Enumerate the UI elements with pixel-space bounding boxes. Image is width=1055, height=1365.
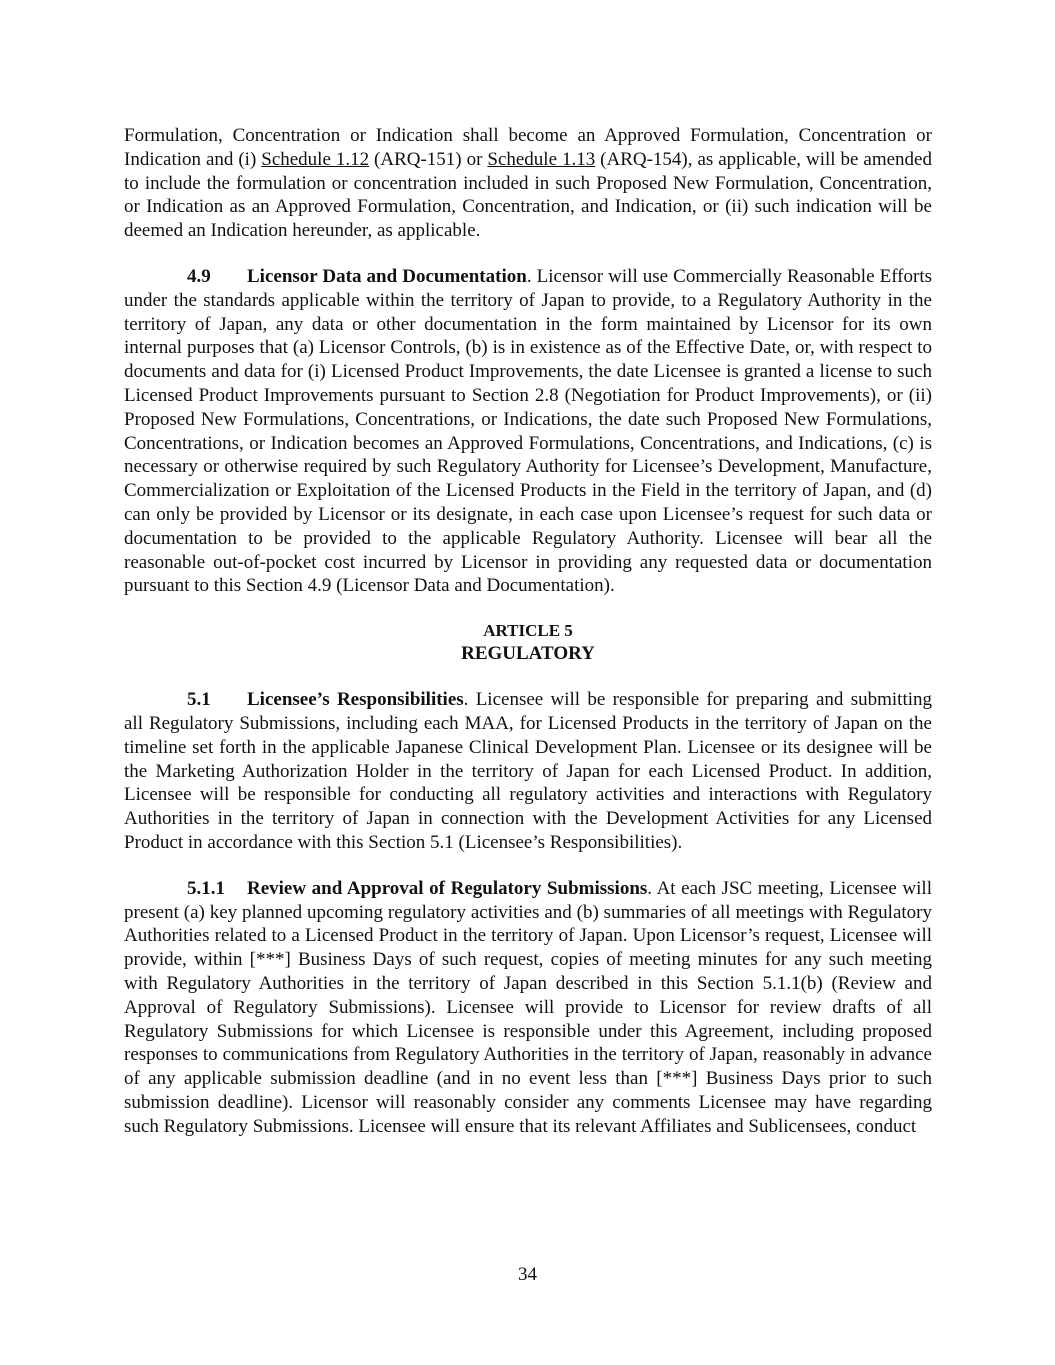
section-4-9-body: . Licensor will use Commercially Reasonable Efforts under the standards applicable within the territory of Japan to provide, to a Regulatory Authority in the territory of Japan, any data or other documentation in the form maintained by Licensor for its own internal purposes that (a) Licensor Controls, (b) is in existence as of the Effective Date, or, with respect to documents and data for (i) Licensed Product Improvements, the date Licensee is granted a license to such Licensed Product Improvements pursuant to Section 2.8 (Negotiation for Product Improvements), or (ii) Proposed New Formulations, Concentrations, or Indications, the date such Proposed New Formulations, Concentrations, or Indication becomes an Approved Formulations, Concentrations, and Indications, (c) is necessary or otherwise required by such Regulatory Authority for Licensee’s Development, Manufacture, Commercialization or Exploitation of the Licensed Products in the Field in the territory of Japan, and (d) can only be provided by Licensor or its designate, in each case upon Licensee’s request for such data or documentation to be provided to the applicable Regulatory Authority. Licensee will bear all the reasonable out-of-pocket cost incurred by Licensor in providing any requested data or documentation pursuant to this Section 4.9 (Licensor Data and Documentation). bbox=[124, 265, 933, 597]
intro-paragraph bbox=[124, 124, 932, 243]
schedule-1-13-reference: Schedule 1.13 bbox=[487, 148, 596, 170]
section-4-9-title: Licensor Data and Documentation bbox=[247, 265, 527, 287]
section-5-1-1-body: . At each JSC meeting, Licensee will present (a) key planned upcoming regulatory activities and (b) summaries of all meetings with Regulatory Authorities related to a Licensed Product in the territory of Japan. Upon Licensor’s request, Licensee will provide, within [***] Business Days of such request, copies of meeting minutes for any such meeting with Regulatory Authorities in the territory of Japan described in this Section 5.1.1(b) (Review and Approval of Regulatory Submissions). Licensee will provide to Licensor for review drafts of all Regulatory Submissions for which Licensee is responsible under this Agreement, including proposed responses to communications from Regulatory Authorities in the territory of Japan, reasonably in advance of any applicable submission deadline (and in no event less than [***] Business Days prior to such submission deadline). Licensor will reasonably consider any comments Licensee may have regarding such Regulatory Submissions. Licensee will ensure that its relevant Affiliates and Sublicensees, conduct bbox=[124, 877, 932, 1137]
schedule-1-12-reference: Schedule 1.12 bbox=[261, 148, 370, 170]
intro-text-c: (ARQ-154), as applicable, will be amended to include the formulation or concentration included in such Proposed New Formulation, Concentration, or Indication as an Approved Formulation, Concentration, and Indication, or (ii) such indication will be deemed an Indication hereunder, as applicable. bbox=[124, 148, 932, 242]
section-5-1-title: Licensee’s Responsibilities bbox=[247, 689, 464, 711]
intro-text-a: Formulation, Concentration or Indication shall become an Approved Formulation, Concentration or Indication and (i) bbox=[124, 125, 932, 170]
section-5-1-1-paragraph bbox=[124, 877, 932, 1139]
article-title: REGULATORY bbox=[461, 643, 595, 665]
section-5-1-1-title: Review and Approval of Regulatory Submissions bbox=[247, 877, 648, 899]
section-5-1-body: . Licensee will be responsible for preparing and submitting all Regulatory Submissions, including each MAA, for Licensed Products in the territory of Japan on the timeline set forth in the applicable Japanese Clinical Development Plan. Licensee or its designee will be the Marketing Authorization Holder in the territory of Japan for each Licensed Product. In addition, Licensee will be responsible for conducting all regulatory activities and interactions with Regulatory Authorities in the territory of Japan in connection with the Development Activities for any Licensed Product in accordance with this Section 5.1 (Licensee’s Responsibilities). bbox=[124, 689, 932, 853]
page-number: 34 bbox=[518, 1264, 537, 1285]
article-label: ARTICLE 5 bbox=[483, 621, 573, 641]
section-5-1-1-number: 5.1.1 bbox=[187, 877, 225, 899]
section-5-1-number: 5.1 bbox=[187, 689, 211, 711]
document-page bbox=[124, 124, 932, 1138]
intro-text-b: (ARQ-151) or bbox=[369, 148, 488, 170]
section-4-9-number: 4.9 bbox=[187, 265, 211, 287]
section-4-9-paragraph bbox=[124, 265, 932, 598]
section-5-1-paragraph bbox=[124, 688, 932, 855]
article-heading bbox=[124, 620, 932, 666]
